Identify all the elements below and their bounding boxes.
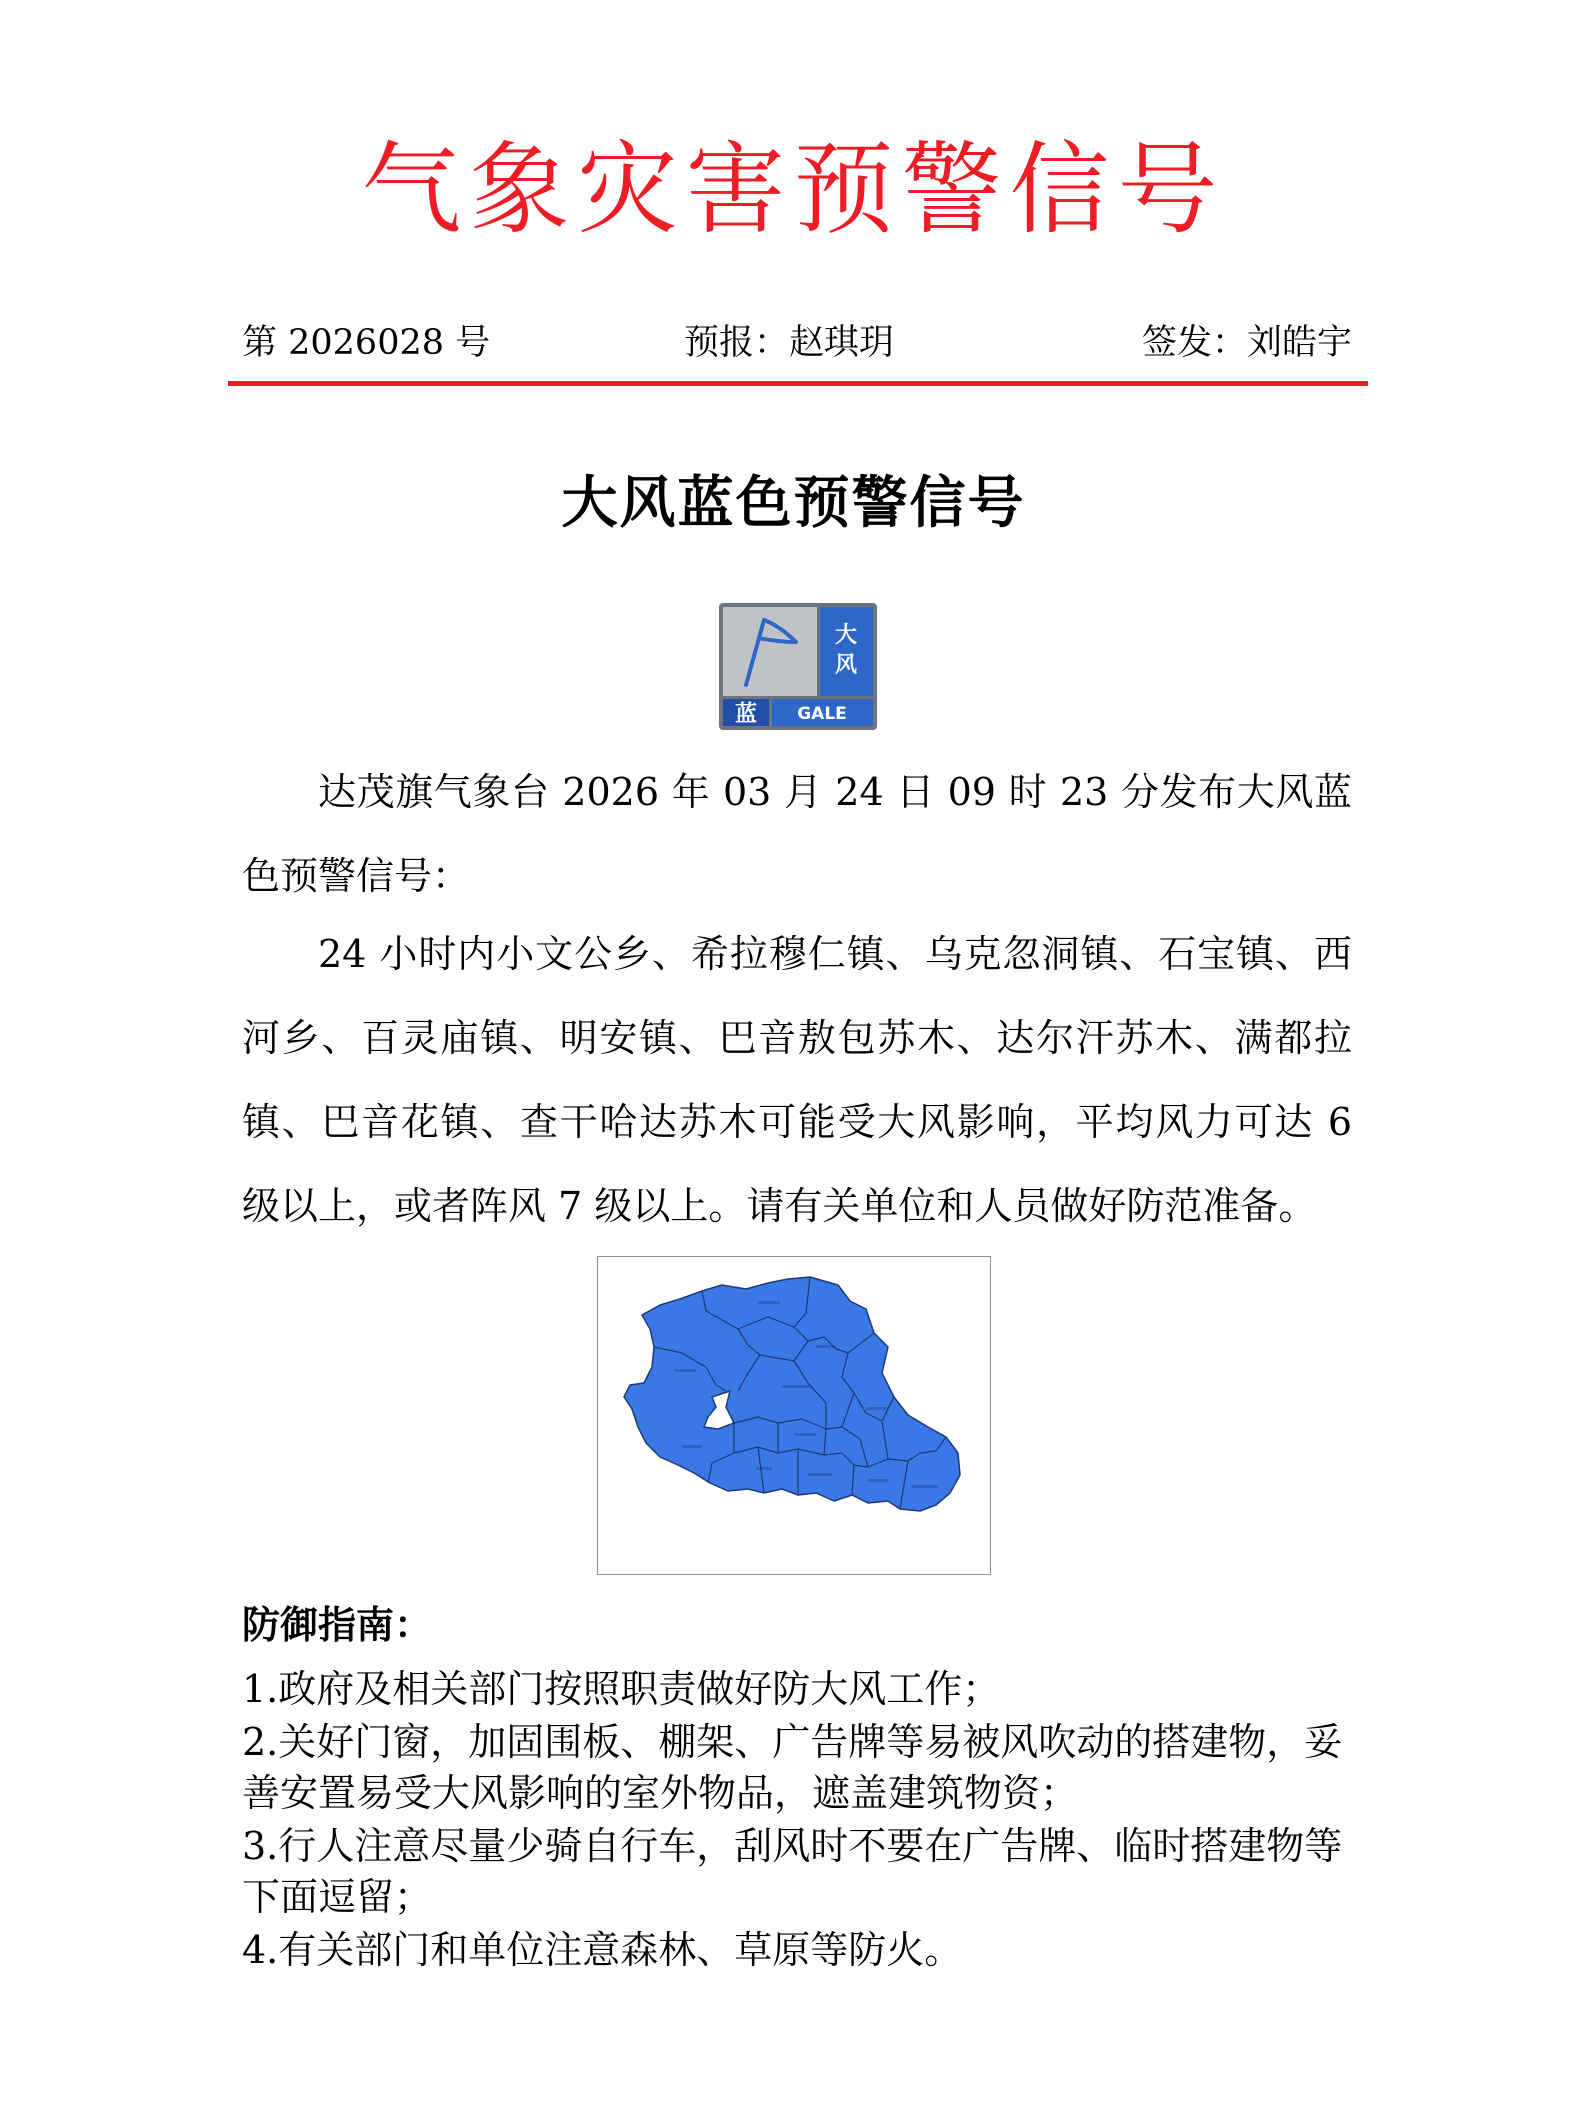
header-divider: [228, 381, 1368, 386]
gale-blue-signal-icon: [718, 602, 878, 731]
signal-type-char-2: 风: [834, 653, 858, 678]
warning-area-map: [597, 1256, 991, 1575]
affected-areas-statement: 24 小时内小文公乡、希拉穆仁镇、乌克忽洞镇、石宝镇、西河乡、百灵庙镇、明安镇、巴音敖包苏木、达尔汗苏木、满都拉镇、巴音花镇、查干哈达苏木可能受大风影响，平均风力可达 6 级以上，或者阵风 7 级以上。请有关单位和人员做好防范准备。: [242, 932, 1352, 1228]
issue-statement: 达茂旗气象台 2026 年 03 月 24 日 09 时 23 分发布大风蓝色预警信号：: [242, 770, 1352, 898]
guide-item: 3.行人注意尽量少骑自行车，刮风时不要在广告牌、临时搭建物等下面逗留；: [242, 1824, 1343, 1919]
guide-list: [242, 1664, 1352, 1978]
guide-item: 2.关好门窗，加固围板、棚架、广告牌等易被风吹动的搭建物，妥善安置易受大风影响的室外物品，遮盖建筑物资；: [242, 1720, 1343, 1815]
county-region: [624, 1277, 960, 1511]
signal-type-char-1: 大: [834, 623, 858, 648]
issue-number: 第 2026028 号: [242, 323, 491, 363]
guide-item: 4.有关部门和单位注意森林、草原等防火。: [242, 1928, 963, 1972]
flag-panel: [723, 607, 817, 696]
warning-title: 大风蓝色预警信号: [561, 470, 1026, 536]
guide-heading: 防御指南：: [242, 1602, 433, 1647]
masthead-title: 气象灾害预警信号: [361, 131, 1226, 248]
signal-level-char: 蓝: [734, 702, 758, 727]
issue-meta-row: [242, 318, 1352, 368]
forecaster: 预报：赵琪玥: [684, 323, 895, 363]
signal-english-label: GALE: [797, 704, 847, 724]
issuer: 签发：刘皓宇: [1141, 323, 1352, 363]
guide-item: 1.政府及相关部门按照职责做好防大风工作；: [242, 1667, 1001, 1711]
